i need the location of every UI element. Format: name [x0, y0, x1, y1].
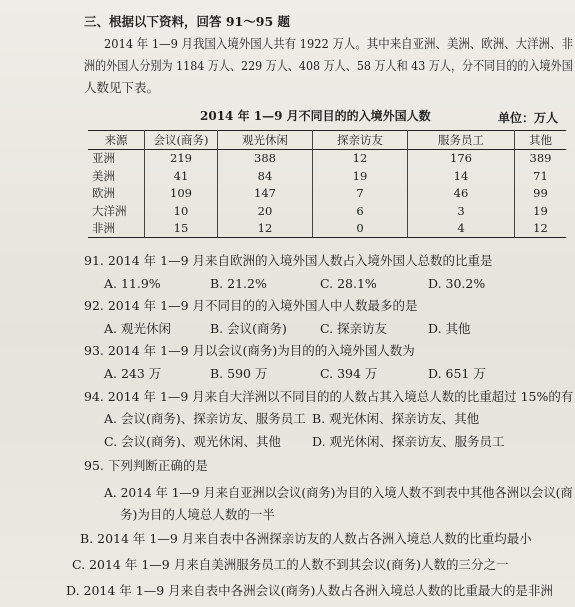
column-header: 探亲访友	[313, 131, 408, 150]
table-cell: 147	[218, 185, 313, 203]
table-row	[88, 149, 566, 167]
question-91-option-b[interactable]: B. 21.2%	[210, 276, 267, 291]
question-91-option-a[interactable]: A. 11.9%	[104, 276, 161, 291]
table-cell: 71	[515, 167, 567, 185]
table-cell: 4	[408, 220, 515, 238]
question-93-option-d[interactable]: D. 651 万	[428, 366, 486, 381]
column-header: 来源	[88, 131, 145, 150]
question-94-option-a[interactable]: A. 会议(商务)、探亲访友、服务员工	[104, 411, 306, 426]
table-header-row	[88, 131, 566, 150]
question-91-option-d[interactable]: D. 30.2%	[428, 276, 486, 291]
question-94-option-b[interactable]: B. 观光休闲、探亲访友、其他	[312, 411, 480, 426]
table-cell: 6	[313, 202, 408, 220]
row-header: 亚洲	[88, 149, 145, 167]
question-92-option-b[interactable]: B. 会议(商务)	[210, 321, 287, 336]
column-header: 其他	[515, 131, 567, 150]
table-row	[88, 185, 566, 203]
question-92-option-c[interactable]: C. 探亲访友	[320, 321, 388, 336]
table-cell: 12	[515, 220, 567, 238]
row-header: 大洋洲	[88, 202, 145, 220]
question-93-option-b[interactable]: B. 590 万	[210, 366, 268, 381]
question-95-stem: 95. 下列判断正确的是	[84, 458, 208, 473]
column-header: 观光休闲	[218, 131, 313, 150]
question-92-option-a[interactable]: A. 观光休闲	[104, 321, 171, 336]
table-cell: 46	[408, 185, 515, 203]
table-cell: 15	[145, 220, 218, 238]
table-cell: 109	[145, 185, 218, 203]
question-94-option-c[interactable]: C. 会议(商务)、观光休闲、其他	[104, 434, 281, 449]
table-cell: 99	[515, 185, 567, 203]
table-row	[88, 202, 566, 220]
question-94-option-d[interactable]: D. 观光休闲、探亲访友、服务员工	[312, 434, 505, 449]
row-header: 非洲	[88, 220, 145, 238]
question-93-option-c[interactable]: C. 394 万	[320, 366, 378, 381]
table-cell: 12	[218, 220, 313, 238]
table-cell: 388	[218, 149, 313, 167]
table-cell: 19	[515, 202, 567, 220]
table-cell: 20	[218, 202, 313, 220]
question-92-option-d[interactable]: D. 其他	[428, 321, 471, 336]
intro-line-1: 2014 年 1—9 月我国入境外国人共有 1922 万人。其中来自亚洲、美洲、欧洲、大洋洲、非	[104, 36, 573, 51]
table-cell: 10	[145, 202, 218, 220]
table-cell: 0	[313, 220, 408, 238]
question-95-option-a-continued: 务)为目的人境总人数的一半	[120, 507, 275, 522]
question-95-option-b[interactable]: B. 2014 年 1—9 月来自表中各洲探亲访友的人数占各洲入境总人数的比重均最小	[80, 531, 532, 546]
question-94-stem: 94. 2014 年 1—9 月来自大洋洲以不同目的的人数占其入境总人数的比重超过 15%的有	[84, 389, 574, 404]
question-92-stem: 92. 2014 年 1—9 月不同目的的入境外国人中人数最多的是	[84, 298, 418, 313]
question-95-option-a[interactable]: A. 2014 年 1—9 月来自亚洲以会议(商务)为目的入境人数不到表中其他各洲以会议(商	[104, 485, 573, 500]
question-93-stem: 93. 2014 年 1—9 月以会议(商务)为目的的入境外国人数为	[84, 343, 415, 358]
question-93-option-a[interactable]: A. 243 万	[104, 366, 162, 381]
table-cell: 12	[313, 149, 408, 167]
table-cell: 41	[145, 167, 218, 185]
table-row	[88, 220, 566, 238]
table-cell: 176	[408, 149, 515, 167]
column-header: 服务员工	[408, 131, 515, 150]
question-91-stem: 91. 2014 年 1—9 月来自欧洲的入境外国人数占入境外国人总数的比重是	[84, 253, 493, 268]
table-row	[88, 167, 566, 185]
intro-line-3: 人数见下表。	[84, 80, 160, 95]
table-caption: 2014 年 1—9 月不同目的的入境外国人数	[200, 109, 431, 123]
table-cell: 19	[313, 167, 408, 185]
table-cell: 3	[408, 202, 515, 220]
table-unit: 单位：万人	[498, 111, 559, 125]
row-header: 美洲	[88, 167, 145, 185]
table-cell: 219	[145, 149, 218, 167]
question-91-option-c[interactable]: C. 28.1%	[320, 276, 377, 291]
column-header: 会议(商务)	[145, 131, 218, 150]
table-cell: 84	[218, 167, 313, 185]
table-cell: 389	[515, 149, 567, 167]
section-heading: 三、根据以下资料，回答 91～95 题	[84, 14, 290, 29]
intro-line-2: 洲的外国人分别为 1184 万人、229 万人、408 万人、58 万人和 43 万人，分不同目的的入境外国	[84, 58, 573, 73]
question-95-option-c[interactable]: C. 2014 年 1—9 月来自美洲服务员工的人数不到其会议(商务)人数的三分之一	[72, 557, 509, 572]
table-cell: 14	[408, 167, 515, 185]
table-cell: 7	[313, 185, 408, 203]
data-table	[88, 130, 566, 238]
question-95-option-d[interactable]: D. 2014 年 1—9 月来自表中各洲会议(商务)人数占各洲入境总人数的比重最大的是非洲	[66, 583, 553, 598]
row-header: 欧洲	[88, 185, 145, 203]
